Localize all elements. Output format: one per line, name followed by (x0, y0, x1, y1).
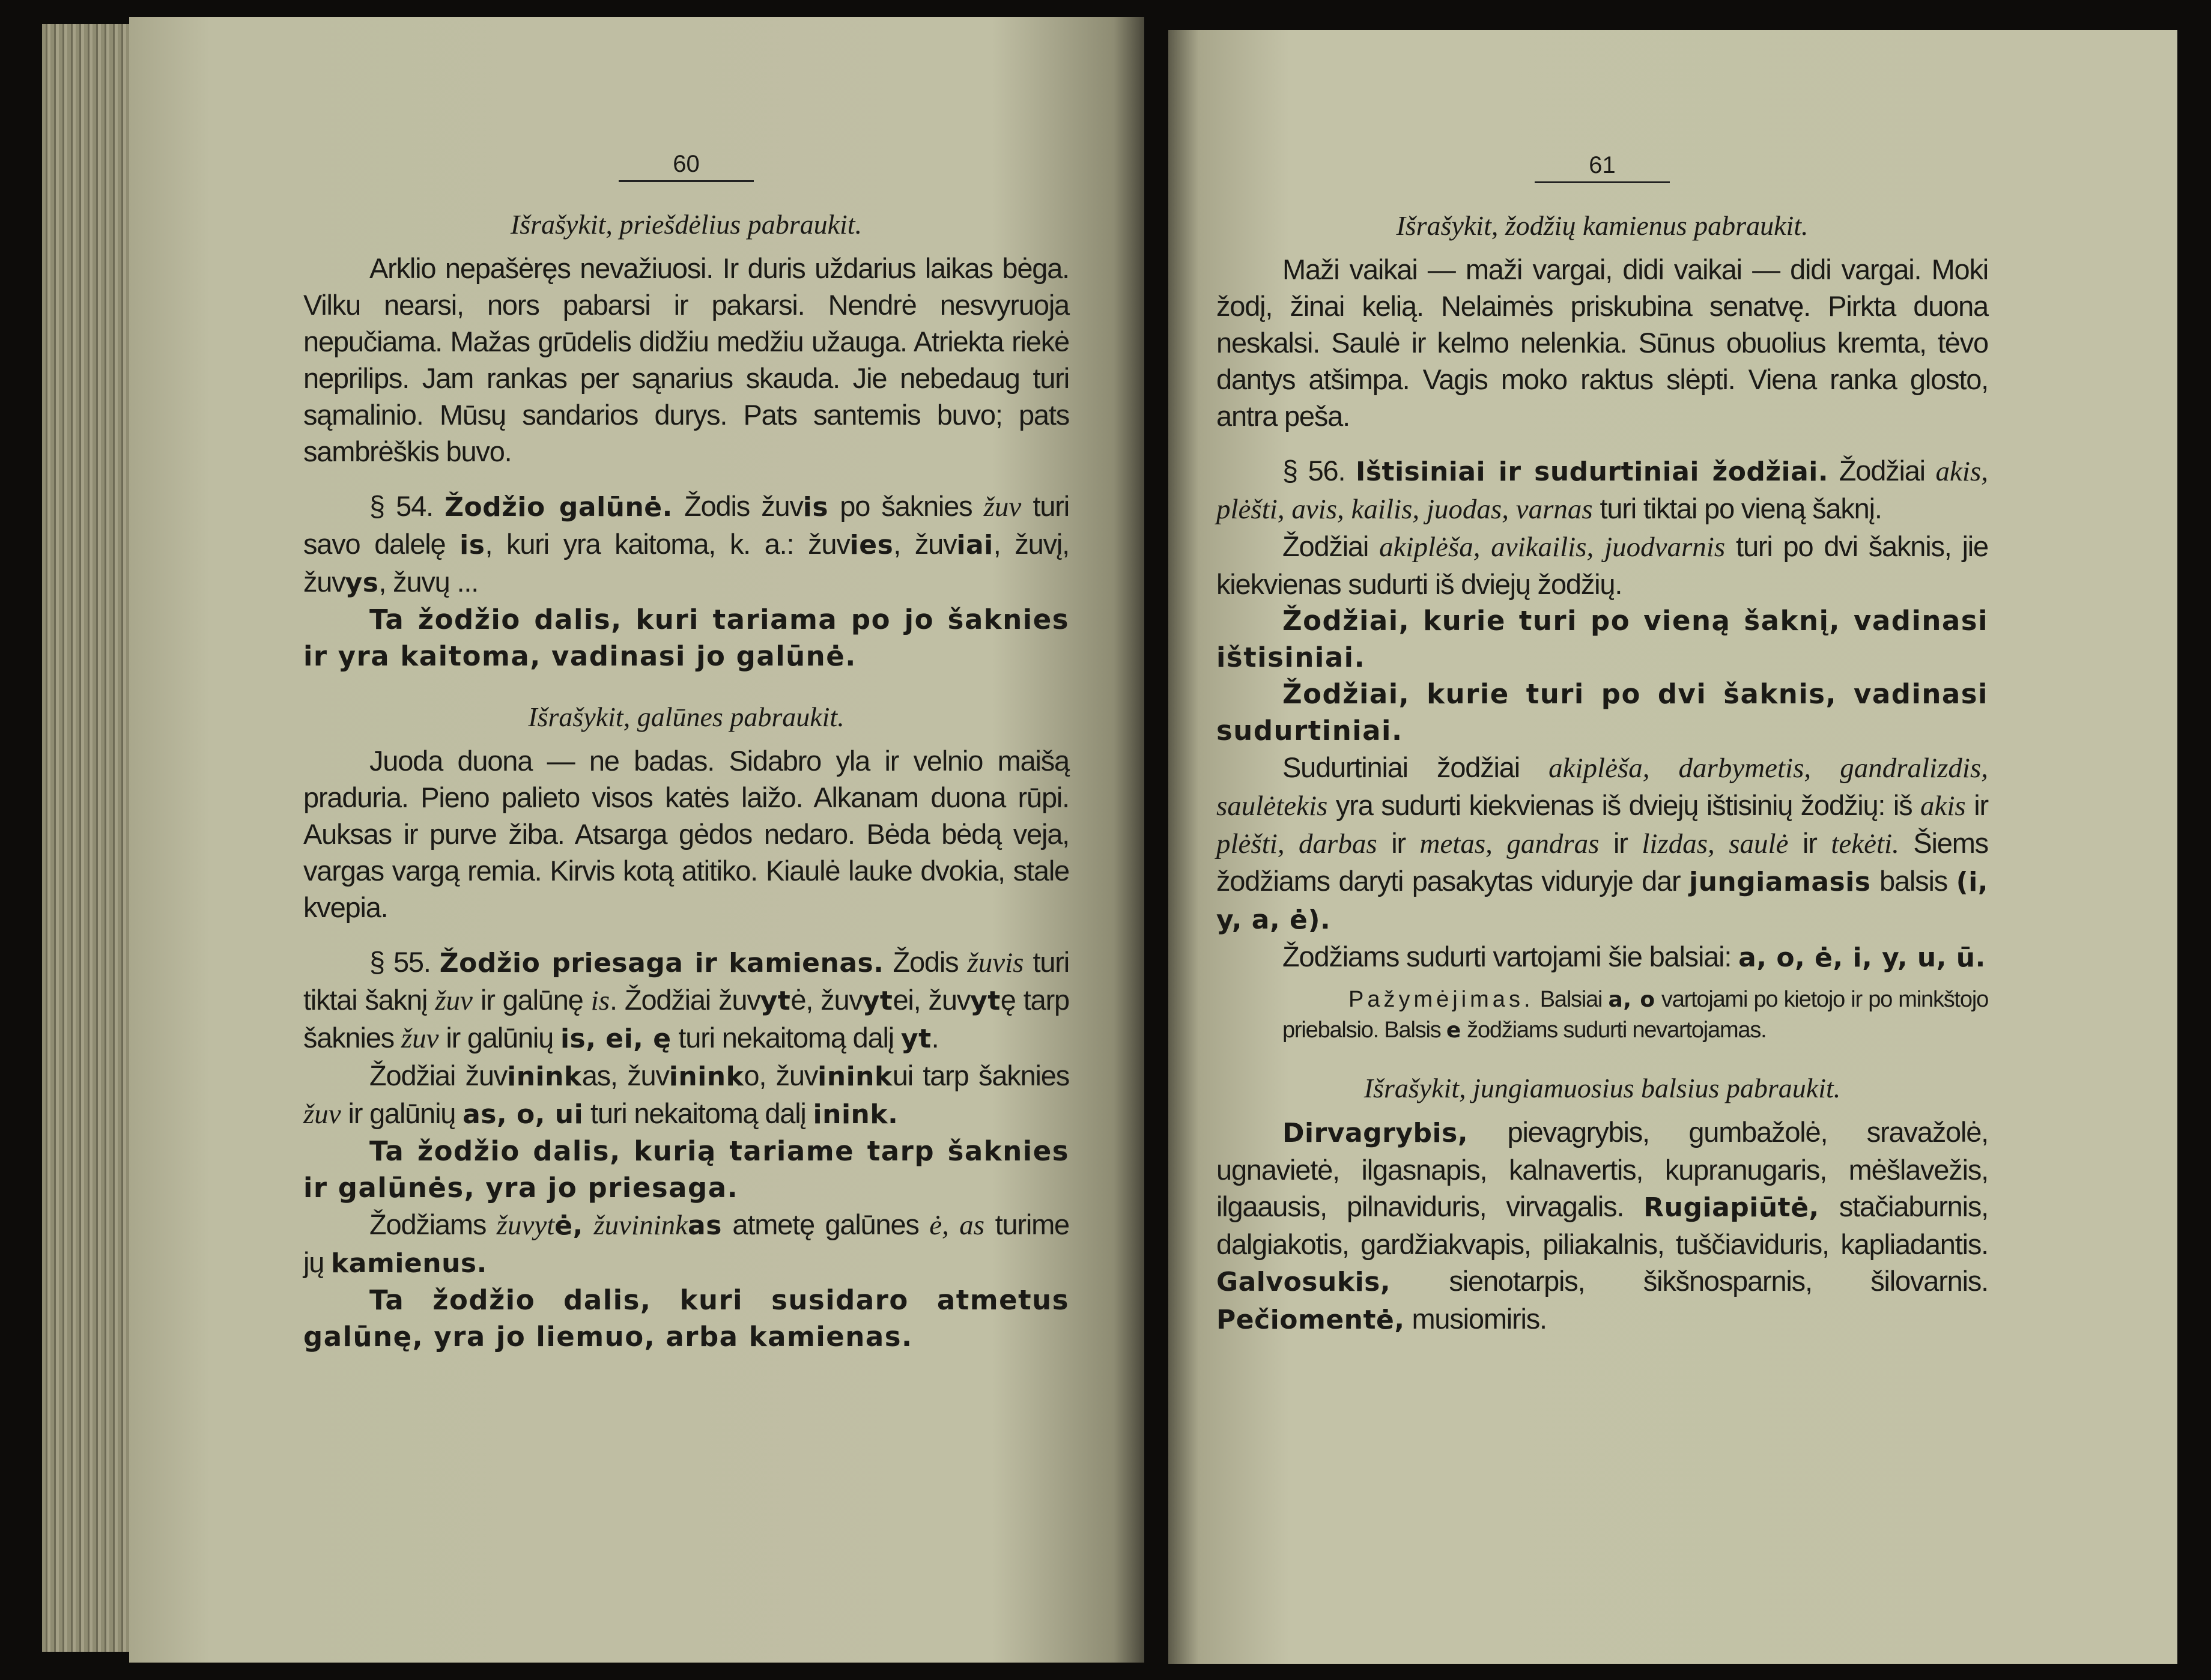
page-number-label: 60 (619, 149, 754, 182)
exercise-instruction: Išrašykit, žodžių kamienus pabraukit. (1396, 210, 1809, 241)
text-run: turi tiktai šaknį (303, 946, 1069, 1016)
text-run: Žodžiai žuv (369, 1060, 508, 1091)
bold-text: iai (956, 530, 993, 560)
text-run: turi tiktai po vieną šaknį. (1592, 493, 1882, 524)
bold-text: yt (862, 986, 893, 1016)
text-run: Maži vaikai — maži vargai, didi vaikai — didi vargai. Moki žodį, žinai kelią. Nelaimės priskubina senatvę. Pirkta duona neskalsi. Saulė ir kelmo nelenkia. Sūnus obuolius kremta, tėvo dantys atšimpa. Vagis moko raktus slėpti. Viena ranka glosto, antra peša. (1216, 253, 1988, 432)
paragraph (1216, 938, 1988, 976)
text-run: turi po dvi šaknis, jie kiekvienas sudurti iš dviejų žodžių. (1216, 530, 1988, 600)
italic-text: žuv (401, 1023, 439, 1054)
bold-text: yt (970, 986, 1001, 1016)
bold-text: jungiamasis (1688, 867, 1871, 897)
bold-text: as, o, ui (463, 1099, 584, 1130)
text-run: Šiems žodžiams daryti pasakytas viduryje dar (1216, 827, 1988, 897)
italic-text: žuvyt (496, 1210, 555, 1241)
bold-text: (i, y, a, ė). (1216, 867, 1988, 935)
text-run: atmetę galūnes (721, 1208, 930, 1240)
right-page-text (1216, 150, 1988, 1338)
rule-statement: Žodžiai, kurie turi po vieną šaknį, vadinasi ištisiniai. (1216, 605, 1988, 673)
text-run: Žodžiai (1828, 455, 1936, 487)
text-run: , žuvų ... (378, 566, 479, 598)
text-run: musiomiris. (1404, 1303, 1547, 1335)
italic-text: žuv (435, 985, 473, 1016)
text-run: ir galūnę (472, 984, 591, 1016)
text-run: . Žodžiai žuv (610, 984, 760, 1016)
text-run: ir galūnių (438, 1022, 560, 1054)
paragraph (303, 1206, 1069, 1282)
text-run: Žodžiams (369, 1208, 497, 1240)
text-run: ir (1965, 789, 1988, 821)
text-run: turi nekaitomą dalį (671, 1022, 901, 1054)
italic-text: žuvinink (593, 1210, 688, 1241)
text-run: o, žuv (744, 1060, 818, 1091)
text-run: Pažymėjimas. (1348, 987, 1534, 1012)
text-run: Žodis (884, 946, 968, 978)
italic-text: metas, gandras (1419, 828, 1600, 860)
text-run: Arklio nepašėręs nevažiuosi. Ir duris uždarius laikas bėga. Vilku nearsi, nors pabarsi ir pakarsi. Nendrė nesvyruoja nepučiama. Mažas grūdelis didžiu medžiu užauga. Atriekta riekė neprilips. Jam rankas per sąnarius skauda. Jie nebedaug turi sąmalinio. Mūsų sandarios durys. Pats santemis buvo; pats sambrėškis buvo. (303, 252, 1069, 467)
text-run: turime jų (303, 1208, 1069, 1278)
italic-text: žuv (303, 1099, 341, 1130)
page-edges (42, 24, 138, 1652)
paragraph (1216, 1114, 1988, 1338)
left-page-text (303, 149, 1069, 1355)
bold-text: a, o (1608, 987, 1655, 1012)
rule-statement: Ta žodžio dalis, kurią tariame tarp šaknies ir galūnės, yra jo priesaga. (303, 1135, 1069, 1204)
bold-text: ies (849, 530, 894, 560)
text-run: Sudurtiniai žodžiai (1282, 751, 1549, 783)
rule-statement: Žodžiai, kurie turi po dvi šaknis, vadinasi sudurtiniai. (1216, 678, 1988, 747)
text-run: pievagrybis, gumbažolė, sravažolė, ugnavietė, ilgasnapis, kalnavertis, kupranugaris, mėšlavežis, ilgaausis, pilnaviduris, virvagalis. (1216, 1116, 1988, 1222)
text-run: , kuri yra kaitoma, k. a.: žuv (485, 528, 850, 560)
text-run: balsis (1870, 865, 1956, 897)
bold-text: Ištisiniai ir sudurtiniai žodžiai. (1356, 456, 1829, 487)
text-run: Žodžiai (1282, 530, 1380, 562)
bold-text: ė, (554, 1210, 583, 1241)
exercise-instruction: Išrašykit, priešdėlius pabraukit. (510, 209, 863, 240)
text-run: turi nekaitomą dalį (583, 1097, 813, 1129)
bold-text: inink (817, 1061, 893, 1092)
text-run: Žodžiams sudurti vartojami šie balsiai: (1282, 941, 1739, 972)
rule-statement: Ta žodžio dalis, kuri tariama po jo šaknies ir yra kaitoma, vadinasi jo galūnė. (303, 604, 1069, 672)
italic-text: plėšti, darbas (1216, 828, 1377, 860)
text-run: § 55. (369, 946, 440, 978)
paragraph (303, 742, 1069, 926)
italic-text: akiplėša, avikailis, juodvarnis (1379, 532, 1726, 563)
text-run (583, 1208, 594, 1240)
italic-text: žuvis (967, 947, 1024, 978)
paragraph (1216, 528, 1988, 602)
text-run: as, žuv (581, 1060, 669, 1091)
text-run: ę tarp šaknies (303, 984, 1069, 1054)
text-run: ei, žuv (893, 984, 971, 1016)
italic-text: tekėti. (1831, 828, 1899, 860)
bold-text: kamienus. (331, 1248, 487, 1279)
paragraph (303, 488, 1069, 601)
paragraph (1216, 452, 1988, 528)
note-paragraph (1282, 984, 1988, 1046)
bold-text: Pečiomentė, (1216, 1305, 1405, 1335)
left-page (129, 17, 1144, 1663)
bold-text: Žodžio galūnė. (444, 492, 673, 523)
text-run: yra sudurti kiekvienas iš dviejų ištisinių žodžių: iš (1327, 789, 1920, 821)
exercise-instruction: Išrašykit, galūnes pabraukit. (528, 702, 845, 732)
bold-text: is (459, 530, 485, 560)
bold-text: is (802, 492, 829, 523)
text-run: ė, žuv (790, 984, 863, 1016)
text-run: Balsiai (1533, 987, 1609, 1012)
bold-text: as (688, 1210, 722, 1241)
bold-text: yt (900, 1023, 932, 1054)
text-run: ir (1788, 827, 1831, 859)
text-run: § 56. (1282, 455, 1356, 487)
text-run: žodžiams sudurti nevartojamas. (1461, 1017, 1767, 1043)
bold-text: Dirvagrybis, (1282, 1118, 1469, 1148)
paragraph (303, 250, 1069, 470)
italic-text: is (590, 985, 610, 1016)
text-run: po šaknies (828, 490, 984, 522)
bold-text: Galvosukis, (1216, 1267, 1391, 1297)
text-run: ui tarp šaknies (892, 1060, 1069, 1091)
bold-text: inink (669, 1061, 744, 1092)
text-run: sienotarpis, šikšnosparnis, šilovarnis. (1391, 1265, 1988, 1297)
page-number (303, 149, 1069, 182)
bold-text: e (1446, 1018, 1461, 1043)
right-page (1168, 30, 2177, 1664)
bold-text: ys (345, 568, 379, 598)
paragraph (303, 944, 1069, 1057)
italic-text: akis, plėšti, avis, kailis, juodas, varnas (1216, 456, 1988, 525)
bold-text: inink (507, 1061, 582, 1092)
italic-text: lizdas, saulė (1642, 828, 1789, 860)
text-run: Žodis žuv (672, 490, 803, 522)
text-run: stačiaburnis, dalgiakotis, gardžiakvapis, piliakalnis, tuščiaviduris, kapliadantis. (1216, 1190, 1988, 1260)
page-number-label: 61 (1535, 150, 1670, 183)
paragraph (1216, 749, 1988, 938)
text-run: ir (1599, 827, 1642, 859)
page-number (1216, 150, 1988, 183)
paragraph (303, 1057, 1069, 1133)
bold-text: Rugiapiūtė, (1643, 1192, 1819, 1223)
text-run: vartojami po kietojo ir po minkštojo priebalsio. Balsis (1282, 987, 1989, 1043)
italic-text: žuv (983, 491, 1022, 523)
paragraph (1216, 251, 1988, 434)
text-run: Juoda duona — ne badas. Sidabro yla ir velnio maišą praduria. Pieno palieto visos katės laižo. Alkanam duona rūpi. Auksas ir purve žiba. Atsarga gėdos nedaro. Bėda bėdą veja, vargas vargą remia. Kirvis kotą atitiko. Kiaulė lauke dvokia, stale kvepia. (303, 745, 1069, 923)
bold-text: a, o, ė, i, y, u, ū. (1738, 942, 1986, 973)
text-run: ir (1377, 827, 1420, 859)
bold-text: inink. (813, 1099, 899, 1130)
text-run: ir galūnių (341, 1097, 463, 1129)
bold-text: is, ei, ę (560, 1023, 672, 1054)
text-run: § 54. (369, 490, 445, 522)
text-run: , žuvį, žuv (303, 528, 1069, 598)
bold-text: yt (760, 986, 791, 1016)
exercise-instruction: Išrašykit, jungiamuosius balsius pabraukit. (1363, 1073, 1841, 1103)
italic-text: akiplėša, darbymetis, gandralizdis, saulėtekis (1216, 753, 1988, 822)
italic-text: ė, as (929, 1210, 985, 1241)
text-run: . (931, 1022, 939, 1054)
bold-text: Žodžio priesaga ir kamienas. (439, 948, 884, 978)
text-run: turi savo dalelę (303, 490, 1069, 560)
text-run: , žuv (893, 528, 957, 560)
rule-statement: Ta žodžio dalis, kuri susidaro atmetus galūnę, yra jo liemuo, arba kamienas. (303, 1284, 1069, 1353)
italic-text: akis (1920, 790, 1966, 822)
